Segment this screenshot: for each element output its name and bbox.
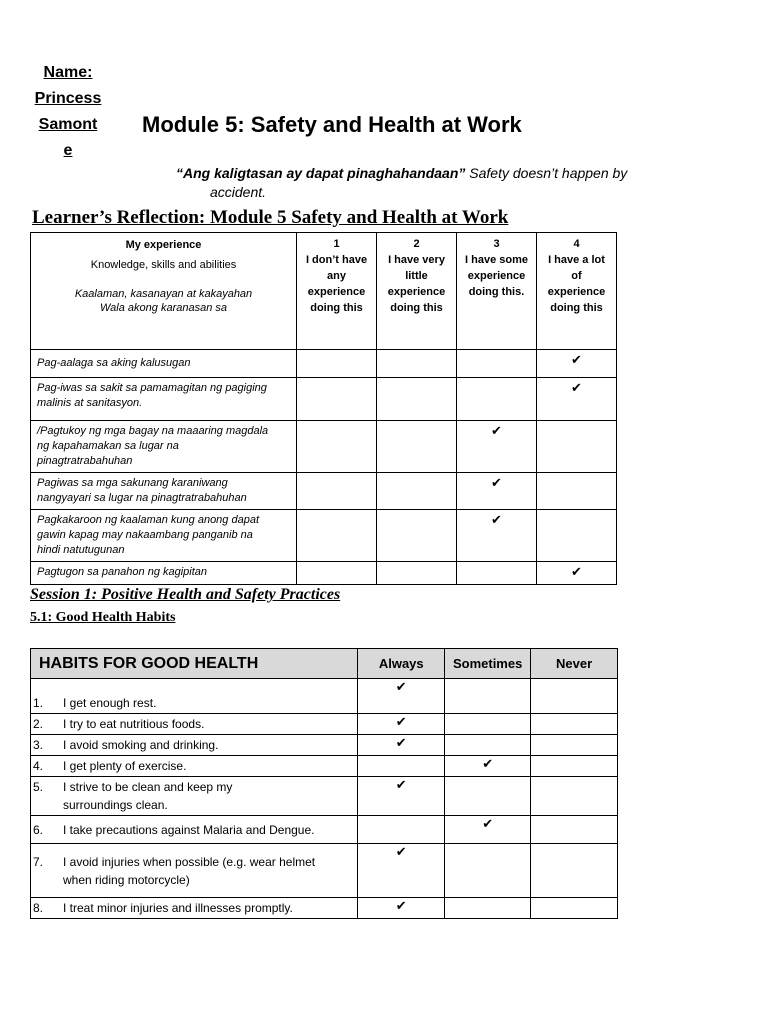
habit-number: 7.: [33, 854, 44, 869]
reflection-row: [31, 421, 617, 473]
habit-number: 4.: [33, 759, 44, 773]
habit-text: I avoid smoking and drinking.: [63, 738, 219, 752]
check-cell[interactable]: ✔: [457, 421, 537, 473]
check-cell[interactable]: [537, 421, 617, 473]
reflection-row: [31, 350, 617, 378]
row-text: hindi natutugunan: [37, 544, 125, 556]
check-cell[interactable]: ✔: [537, 562, 617, 585]
scale-header-4: [537, 233, 617, 350]
habit-text: I get enough rest.: [63, 696, 157, 710]
reflection-title: Learner’s Reflection: Module 5 Safety and Health at Work: [32, 207, 509, 228]
check-cell[interactable]: [297, 421, 377, 473]
scale-text: doing this: [310, 302, 363, 314]
check-cell[interactable]: [531, 756, 618, 777]
header-never: Never: [531, 649, 618, 679]
row-text: Pagkakaroon ng kaalaman kung anong dapat: [37, 514, 260, 526]
quote-tagalog: “Ang kaligtasan ay dapat pinaghahandaan”: [176, 165, 466, 181]
habit-row: [31, 714, 618, 735]
row-text: malinis at sanitasyon.: [37, 397, 143, 409]
check-cell[interactable]: [531, 679, 618, 714]
habit-number: 6.: [33, 822, 44, 837]
habit-item: [31, 816, 358, 844]
quote-english-2: accident.: [210, 184, 267, 200]
scale-number: 3: [493, 238, 500, 250]
session-title: Session 1: Positive Health and Safety Practices: [30, 586, 341, 603]
habits-table: [30, 648, 618, 919]
habit-row: [31, 679, 618, 714]
header-sometimes: Sometimes: [445, 649, 531, 679]
scale-text: experience: [467, 270, 526, 282]
habit-text: I try to eat nutritious foods.: [63, 717, 205, 731]
tagalog-label-2: Wala akong karanasan sa: [100, 302, 227, 314]
check-cell[interactable]: [377, 421, 457, 473]
reflection-row-label: [31, 510, 297, 562]
check-cell[interactable]: [358, 816, 445, 844]
scale-number: 2: [413, 238, 420, 250]
habits-header-row: [31, 649, 618, 679]
habit-number: 1.: [33, 696, 44, 710]
scale-text: doing this.: [468, 286, 525, 298]
reflection-table: [30, 232, 617, 585]
habit-number: 3.: [33, 738, 44, 752]
check-cell[interactable]: ✔: [537, 350, 617, 378]
check-cell[interactable]: [297, 378, 377, 421]
check-cell[interactable]: [537, 510, 617, 562]
scale-header-2: [377, 233, 457, 350]
row-text: Pag-iwas sa sakit sa pamamagitan ng pagiging: [37, 382, 267, 394]
knowledge-label: Knowledge, skills and abilities: [90, 259, 237, 271]
scale-text: I have a lot: [548, 254, 605, 266]
habit-row: [31, 777, 618, 816]
habit-text: I avoid injuries when possible (e.g. wear helmet: [63, 854, 316, 869]
check-cell[interactable]: [377, 562, 457, 585]
check-cell[interactable]: [377, 510, 457, 562]
check-cell[interactable]: [445, 844, 531, 898]
habit-number: 2.: [33, 717, 44, 731]
check-cell[interactable]: ✔: [358, 844, 445, 898]
scale-text: experience: [307, 286, 366, 298]
row-text: Pag-aalaga sa aking kalusugan: [37, 357, 191, 369]
row-text: nangyayari sa lugar na pinagtratrabahuhan: [37, 492, 247, 504]
check-cell[interactable]: [445, 735, 531, 756]
check-cell[interactable]: [457, 350, 537, 378]
check-cell[interactable]: [445, 777, 531, 816]
check-cell[interactable]: [531, 898, 618, 919]
habits-header-main: HABITS FOR GOOD HEALTH: [31, 649, 358, 679]
reflection-row: [31, 473, 617, 510]
check-cell[interactable]: [537, 473, 617, 510]
check-cell[interactable]: ✔: [537, 378, 617, 421]
check-cell[interactable]: [445, 898, 531, 919]
name-label: Name:: [43, 64, 93, 81]
name-line-3: e: [63, 142, 73, 159]
reflection-row-label: [31, 562, 297, 585]
header-always: Always: [358, 649, 445, 679]
habit-text: I take precautions against Malaria and Dengue.: [63, 822, 315, 837]
check-cell[interactable]: [297, 510, 377, 562]
module-title: Module 5: Safety and Health at Work: [142, 112, 522, 137]
habit-row: [31, 844, 618, 898]
habit-item: [31, 844, 358, 898]
check-cell[interactable]: [358, 756, 445, 777]
reflection-header-row: [31, 233, 617, 350]
student-name-block: [28, 60, 108, 164]
check-cell[interactable]: [457, 562, 537, 585]
check-cell[interactable]: ✔: [457, 510, 537, 562]
habit-text: I get plenty of exercise.: [63, 759, 187, 773]
check-cell[interactable]: ✔: [445, 756, 531, 777]
habit-row: [31, 756, 618, 777]
habit-item: [31, 756, 358, 777]
row-text: pinagtratrabahuhan: [37, 455, 133, 467]
scale-text: I don’t have: [305, 254, 368, 266]
habit-text: when riding motorcycle): [63, 872, 190, 887]
habit-item: [31, 898, 358, 919]
check-cell[interactable]: [531, 735, 618, 756]
check-cell[interactable]: [297, 562, 377, 585]
tagalog-label-1: Kaalaman, kasanayan at kakayahan: [74, 288, 253, 300]
check-cell[interactable]: [445, 679, 531, 714]
scale-text: I have very: [388, 254, 445, 266]
check-cell[interactable]: [377, 378, 457, 421]
scale-header-3: [457, 233, 537, 350]
scale-text: of: [571, 270, 582, 282]
experience-header: [31, 233, 297, 350]
scale-text: any: [327, 270, 346, 282]
scale-header-1: [297, 233, 377, 350]
name-line-1: Princess: [34, 90, 102, 107]
check-cell[interactable]: [297, 350, 377, 378]
reflection-row: [31, 510, 617, 562]
reflection-row-label: [31, 421, 297, 473]
check-cell[interactable]: [531, 844, 618, 898]
habit-row: [31, 816, 618, 844]
reflection-row: [31, 378, 617, 421]
check-cell[interactable]: [297, 473, 377, 510]
check-cell[interactable]: ✔: [358, 714, 445, 735]
habit-number: 8.: [33, 901, 44, 915]
check-cell[interactable]: [531, 777, 618, 816]
row-text: gawin kapag may nakaambang panganib na: [37, 529, 253, 541]
scale-text: I have some: [465, 254, 528, 266]
habit-row: [31, 898, 618, 919]
reflection-row-label: [31, 473, 297, 510]
check-cell[interactable]: [377, 350, 457, 378]
quote: [176, 162, 656, 184]
scale-text: little: [405, 270, 428, 282]
scale-number: 1: [333, 238, 340, 250]
check-cell[interactable]: [377, 473, 457, 510]
reflection-row: [31, 562, 617, 585]
check-cell[interactable]: ✔: [445, 816, 531, 844]
row-text: ng kapahamakan sa lugar na: [37, 440, 179, 452]
check-cell[interactable]: [531, 816, 618, 844]
scale-text: doing this: [550, 302, 603, 314]
check-cell[interactable]: [531, 714, 618, 735]
check-cell[interactable]: [445, 714, 531, 735]
habit-item: [31, 735, 358, 756]
reflection-row-label: [31, 350, 297, 378]
quote-english-1: Safety doesn’t happen by: [469, 165, 628, 181]
row-text: /Pagtukoy ng mga bagay na maaaring magdala: [37, 425, 269, 437]
habit-text: I treat minor injuries and illnesses promptly.: [63, 901, 293, 915]
habit-item: [31, 777, 358, 816]
row-text: Pagtugon sa panahon ng kagipitan: [37, 566, 208, 578]
experience-label: My experience: [125, 239, 202, 251]
check-cell[interactable]: ✔: [358, 735, 445, 756]
habit-item: [31, 714, 358, 735]
check-cell[interactable]: ✔: [358, 777, 445, 816]
name-line-2: Samont: [38, 116, 98, 133]
scale-number: 4: [573, 238, 580, 250]
reflection-row-label: [31, 378, 297, 421]
habit-item: [31, 679, 358, 714]
habit-number: 5.: [33, 780, 44, 794]
scale-text: experience: [547, 286, 606, 298]
check-cell[interactable]: ✔: [358, 898, 445, 919]
check-cell[interactable]: ✔: [457, 473, 537, 510]
check-cell[interactable]: [457, 378, 537, 421]
habit-row: [31, 735, 618, 756]
check-cell[interactable]: ✔: [358, 679, 445, 714]
section-subtitle: 5.1: Good Health Habits: [30, 610, 176, 625]
habit-text: I strive to be clean and keep my: [63, 780, 233, 794]
scale-text: experience: [387, 286, 446, 298]
row-text: Pagiwas sa mga sakunang karaniwang: [37, 477, 228, 489]
scale-text: doing this: [390, 302, 443, 314]
habit-text: surroundings clean.: [63, 798, 168, 812]
